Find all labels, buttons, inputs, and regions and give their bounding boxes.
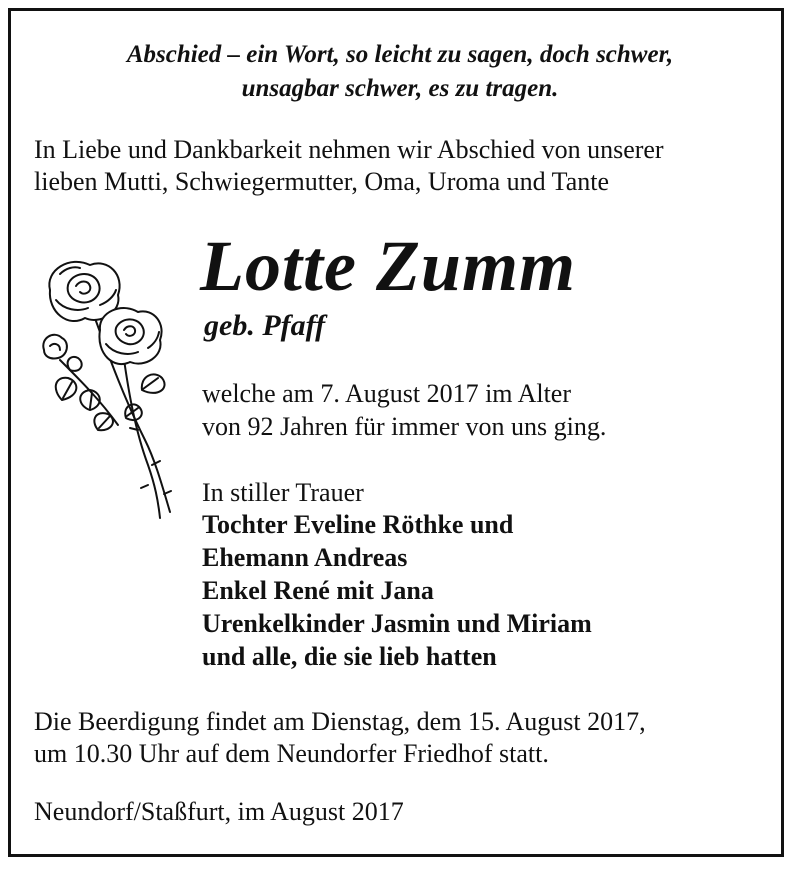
- mourner-name: Tochter Eveline Röthke und: [202, 510, 514, 539]
- mourners-heading: In stiller Trauer: [202, 478, 364, 507]
- intro-line-1: In Liebe und Dankbarkeit nehmen wir Abschied von unserer: [34, 135, 664, 164]
- rose-icon: [30, 250, 190, 525]
- motto-line-2: unsagbar schwer, es zu tragen.: [241, 75, 559, 102]
- intro-line-2: lieben Mutti, Schwiegermutter, Oma, Uroma und Tante: [34, 167, 610, 196]
- funeral-line-2: um 10.30 Uhr auf dem Neundorfer Friedhof statt.: [34, 739, 549, 768]
- mourner-name: und alle, die sie lieb hatten: [202, 642, 497, 671]
- mourner-name: Ehemann Andreas: [202, 543, 408, 572]
- place-date: Neundorf/Staßfurt, im August 2017: [34, 797, 404, 826]
- mourner-name: Enkel René mit Jana: [202, 576, 434, 605]
- death-notice-line-2: von 92 Jahren für immer von uns ging.: [202, 412, 607, 441]
- deceased-name: Lotte Zumm: [200, 226, 576, 306]
- motto-line-1: Abschied – ein Wort, so leicht zu sagen, doch schwer,: [126, 41, 674, 68]
- mourner-name: Urenkelkinder Jasmin und Miriam: [202, 609, 592, 638]
- maiden-name: geb. Pfaff: [204, 309, 326, 342]
- death-notice-line-1: welche am 7. August 2017 im Alter: [202, 379, 572, 408]
- funeral-line-1: Die Beerdigung findet am Dienstag, dem 15. August 2017,: [34, 707, 646, 736]
